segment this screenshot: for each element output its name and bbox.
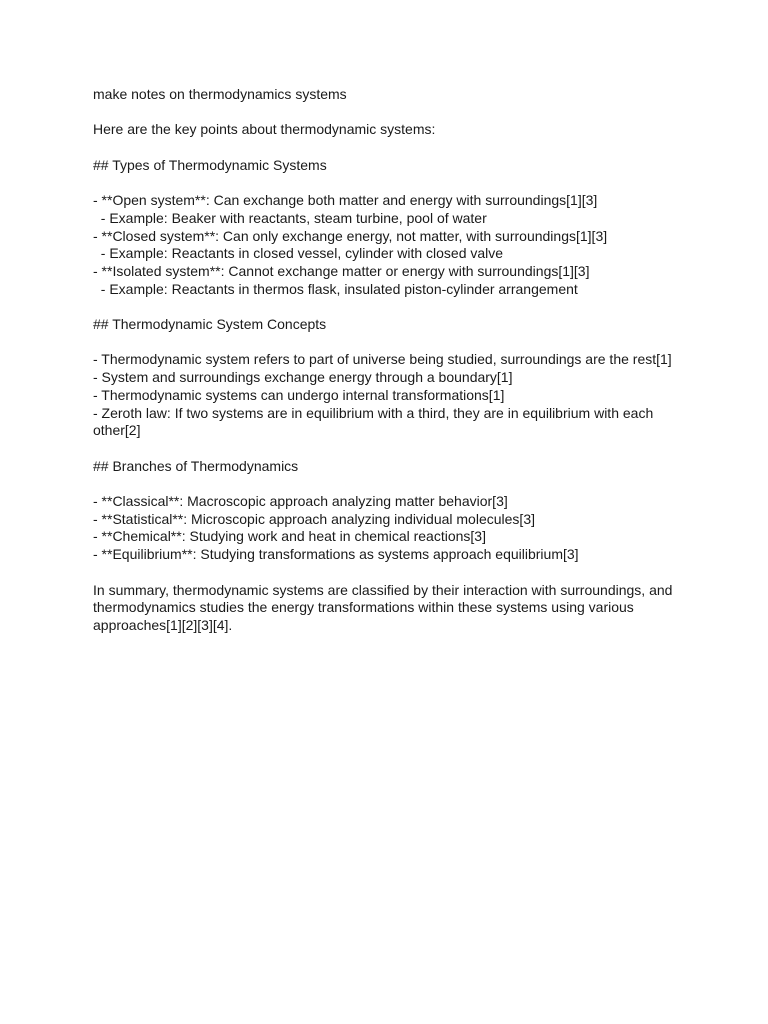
spacer (93, 334, 678, 352)
prompt-line: make notes on thermodynamics systems (93, 86, 347, 102)
list-item: - Zeroth law: If two systems are in equilibrium with a third, they are in equilibrium with each other[2] (93, 404, 658, 439)
list-item: - Thermodynamic system refers to part of universe being studied, surroundings are the rest[1] (93, 351, 672, 368)
spacer (93, 139, 678, 157)
list-item: - **Statistical**: Microscopic approach analyzing individual molecules[3] (93, 510, 535, 527)
section-heading-branches: ## Branches of Thermodynamics (93, 457, 299, 474)
list-item: - Example: Reactants in thermos flask, insulated piston-cylinder arrangement (93, 280, 578, 297)
list-item: - **Equilibrium**: Studying transformations as systems approach equilibrium[3] (93, 546, 579, 563)
list-item: - Example: Beaker with reactants, steam turbine, pool of water (93, 209, 487, 226)
list-item: - **Open system**: Can exchange both matter and energy with surroundings[1][3] (93, 192, 598, 209)
list-item: - **Classical**: Macroscopic approach analyzing matter behavior[3] (93, 493, 508, 510)
spacer (93, 564, 678, 582)
list-item: - Thermodynamic systems can undergo internal transformations[1] (93, 386, 505, 403)
list-item: - Example: Reactants in closed vessel, cylinder with closed valve (93, 245, 504, 262)
list-item: - **Isolated system**: Cannot exchange matter or energy with surroundings[1][3] (93, 262, 590, 279)
spacer (93, 475, 678, 493)
spacer (93, 104, 678, 122)
spacer (93, 174, 678, 192)
summary-paragraph: In summary, thermodynamic systems are classified by their interaction with surroundings, and thermodynamics studies the energy transformations within these systems using various approaches[1][2][3][4]. (93, 581, 677, 633)
list-item: - **Closed system**: Can only exchange energy, not matter, with surroundings[1][3] (93, 227, 608, 244)
intro-line: Here are the key points about thermodynamic systems: (93, 121, 436, 138)
spacer (93, 298, 678, 316)
list-item: - **Chemical**: Studying work and heat in chemical reactions[3] (93, 528, 486, 545)
section-heading-concepts: ## Thermodynamic System Concepts (93, 316, 327, 333)
spacer (93, 440, 678, 458)
section-heading-types: ## Types of Thermodynamic Systems (93, 156, 327, 173)
list-item: - System and surroundings exchange energy through a boundary[1] (93, 369, 513, 386)
document-body (93, 86, 678, 635)
